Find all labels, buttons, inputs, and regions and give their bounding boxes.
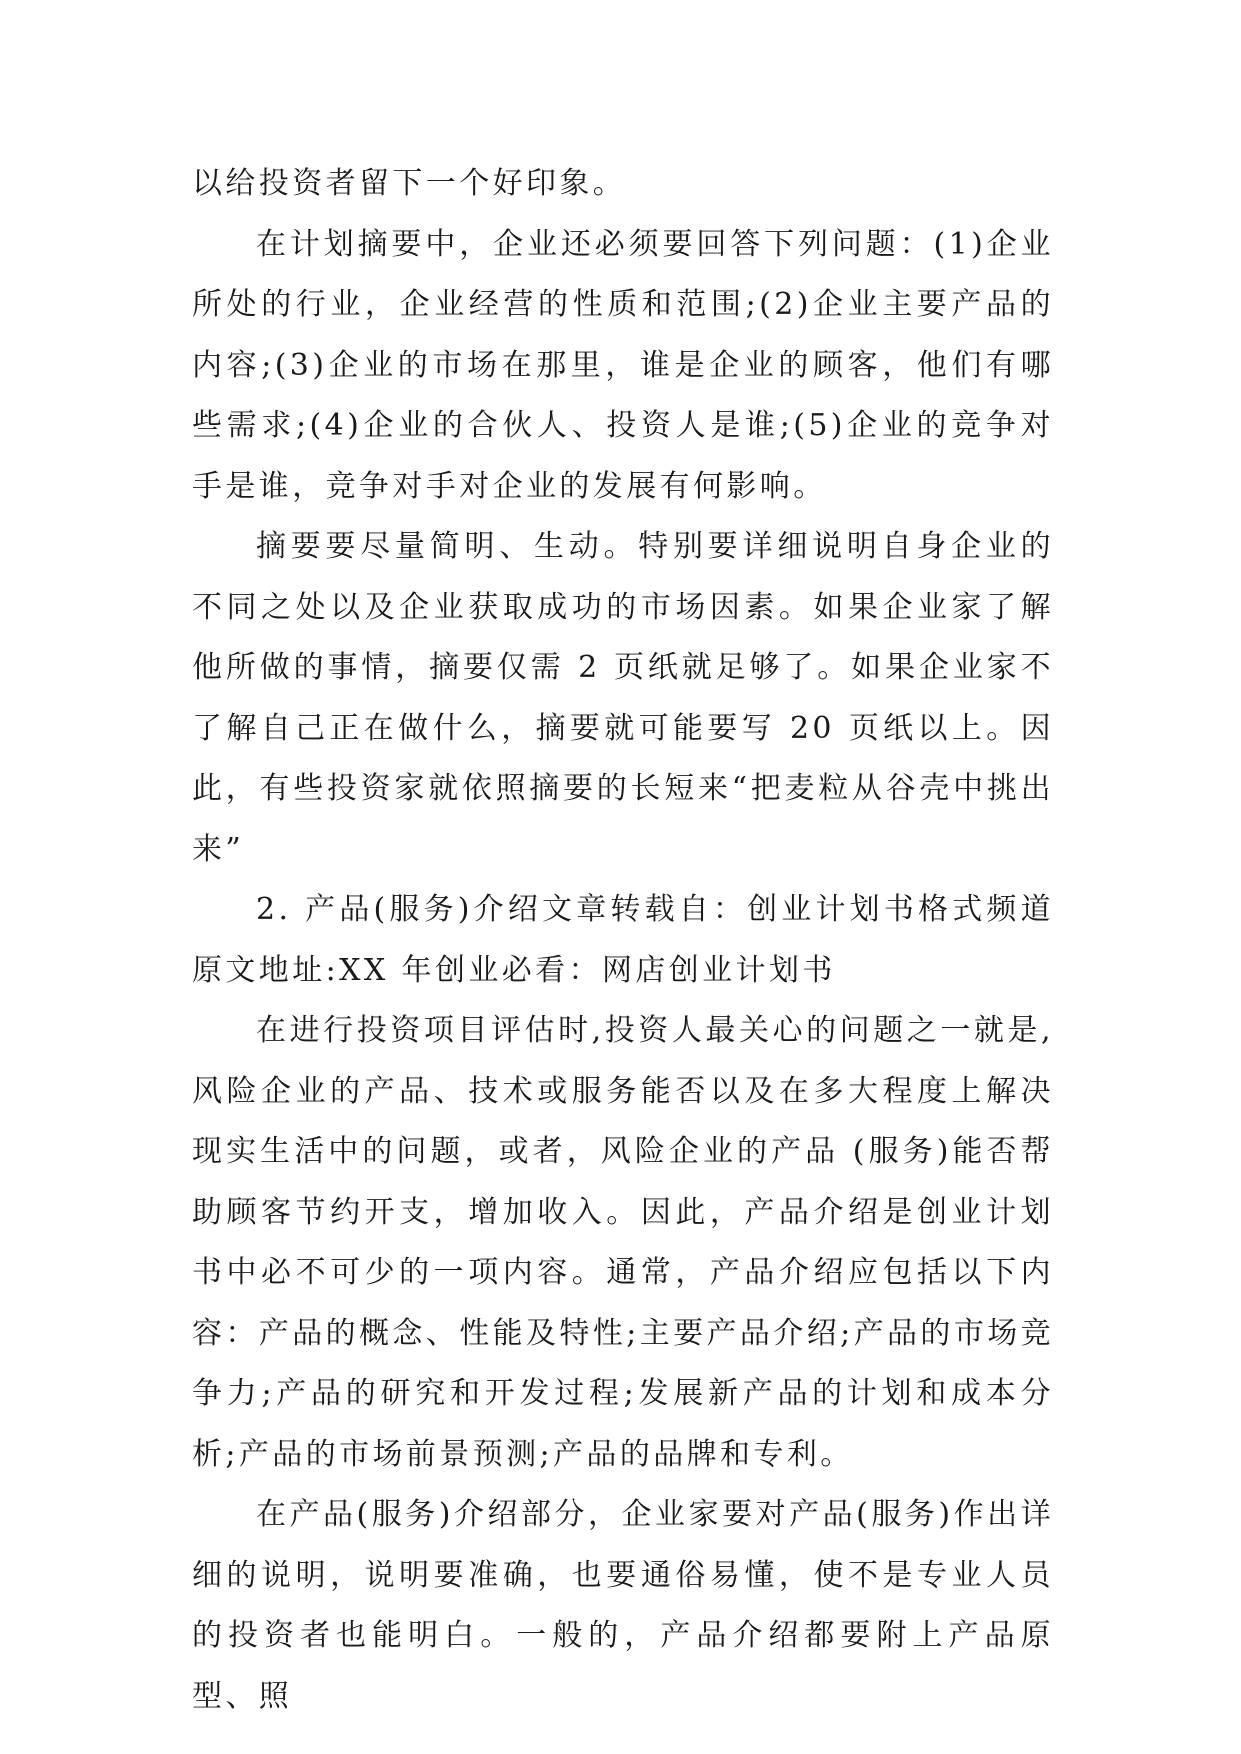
paragraph: 2. 产品(服务)介绍文章转载自：创业计划书格式频道 原文地址:XX 年创业必看：网店创业计划书 bbox=[192, 892, 1054, 988]
paragraph: 摘要要尽量简明、生动。特别要详细说明自身企业的不同之处以及企业获取成功的市场因素。如果企业家了解他所做的事情，摘要仅需 2 页纸就足够了。如果企业家不了解自己正在做什么，摘要就可能要写 20 页纸以上。因此，有些投资家就依照摘要的长短来“把麦粒从谷壳中挑出来” bbox=[192, 529, 1054, 867]
paragraph: 以给投资者留下一个好印象。 bbox=[192, 166, 627, 201]
paragraph: 在进行投资项目评估时,投资人最关心的问题之一就是,风险企业的产品、技术或服务能否以及在多大程度上解决现实生活中的问题，或者，风险企业的产品 (服务)能否帮助顾客节约开支，增加收入。因此，产品介绍是创业计划书中必不可少的一项内容。通常，产品介绍应包括以下内容：产品的概念、性能及特性;主要产品介绍;产品的市场竞争力;产品的研究和开发过程;发展新产品的计划和成本分析;产品的市场前景预测;产品的品牌和专利。 bbox=[192, 1013, 1055, 1472]
body-text bbox=[192, 154, 1054, 1727]
paragraph: 在产品(服务)介绍部分，企业家要对产品(服务)作出详细的说明，说明要准确，也要通俗易懂，使不是专业人员的投资者也能明白。一般的，产品介绍都要附上产品原型、照 bbox=[192, 1497, 1054, 1714]
paragraph: 在计划摘要中，企业还必须要回答下列问题：(1)企业所处的行业，企业经营的性质和范围;(2)企业主要产品的内容;(3)企业的市场在那里，谁是企业的顾客，他们有哪些需求;(4)企业的合伙人、投资人是谁;(5)企业的竞争对手是谁，竞争对手对企业的发展有何影响。 bbox=[192, 226, 1054, 504]
